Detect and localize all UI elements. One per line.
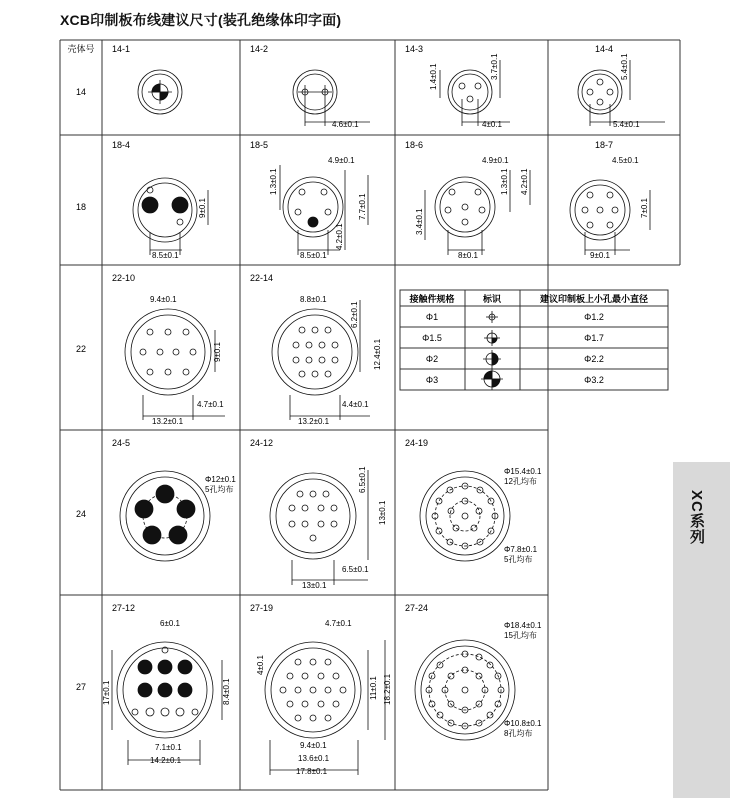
dimension-label: 5.4±0.1 bbox=[613, 120, 640, 129]
dimension-label: 8.5±0.1 bbox=[152, 251, 179, 260]
cell-id: 27-19 bbox=[250, 603, 274, 613]
dimension-label: 4.7±0.1 bbox=[325, 619, 352, 628]
connector-24-5 bbox=[120, 471, 210, 561]
dimension-label: 17.8±0.1 bbox=[296, 767, 328, 776]
dimension-label: 4.9±0.1 bbox=[482, 156, 509, 165]
crosshair-small-icon bbox=[486, 311, 498, 323]
dimension-label: 11±0.1 bbox=[369, 676, 378, 700]
dimension-label: Φ12±0.1 bbox=[205, 475, 236, 484]
dimension-label: 5孔均布 bbox=[205, 485, 234, 494]
legend-spec: Φ1.5 bbox=[422, 333, 442, 343]
crosshair-quarter-icon bbox=[484, 330, 500, 346]
dimension-label: 9.4±0.1 bbox=[150, 295, 177, 304]
dimension-label: 6.5±0.1 bbox=[342, 565, 369, 574]
connector-27-24 bbox=[415, 640, 515, 740]
dimension-label: 7.7±0.1 bbox=[358, 193, 367, 220]
dimension-label: 6.2±0.1 bbox=[350, 301, 359, 328]
dimension-label: 6.5±0.1 bbox=[358, 466, 367, 493]
dimension-label: 7±0.1 bbox=[640, 198, 649, 218]
dimension-label: 3.7±0.1 bbox=[490, 53, 499, 80]
connector-14-1 bbox=[138, 70, 182, 114]
connector-drawings bbox=[112, 60, 665, 775]
dimension-label: 13.2±0.1 bbox=[298, 417, 330, 426]
dimension-label: 8孔均布 bbox=[504, 729, 533, 738]
dimension-label: 13±0.1 bbox=[378, 500, 387, 525]
connector-18-5 bbox=[280, 165, 368, 255]
dimension-label: 13.2±0.1 bbox=[152, 417, 184, 426]
dimension-label: 9.4±0.1 bbox=[300, 741, 327, 750]
dimension-label: 9±0.1 bbox=[213, 342, 222, 362]
connector-18-7 bbox=[570, 180, 650, 255]
connector-14-2 bbox=[293, 70, 370, 126]
dimension-label: 9±0.1 bbox=[198, 198, 207, 218]
dimension-label: 4.9±0.1 bbox=[328, 156, 355, 165]
dimension-label: 5孔均布 bbox=[504, 555, 533, 564]
shell-label: 27 bbox=[75, 682, 87, 692]
cell-id: 14-3 bbox=[405, 44, 424, 54]
legend-header: 建议印制板上小孔最小直径 bbox=[539, 294, 649, 304]
cell-id: 18-6 bbox=[405, 140, 424, 150]
dimension-label: 4.6±0.1 bbox=[332, 120, 359, 129]
legend-diameter: Φ1.2 bbox=[584, 312, 604, 322]
shell-label: 18 bbox=[75, 202, 87, 212]
shell-label: 24 bbox=[75, 509, 87, 519]
connector-14-3 bbox=[440, 60, 510, 126]
legend-header: 标识 bbox=[482, 294, 502, 304]
dimension-label: Φ18.4±0.1 bbox=[504, 621, 542, 630]
connector-24-19 bbox=[420, 471, 510, 561]
dimension-label: 9±0.1 bbox=[590, 251, 610, 260]
crosshair-half-icon bbox=[483, 350, 501, 368]
cell-id: 14-4 bbox=[595, 44, 614, 54]
dimension-label: 4.2±0.1 bbox=[335, 223, 344, 250]
dimension-label: 3.4±0.1 bbox=[415, 208, 424, 235]
dimension-label: 1.3±0.1 bbox=[500, 168, 509, 195]
dimension-label: 8±0.1 bbox=[458, 251, 478, 260]
cell-id: 24-19 bbox=[405, 438, 429, 448]
dimension-label: 12.4±0.1 bbox=[373, 338, 382, 370]
cell-id: 18-4 bbox=[112, 140, 131, 150]
legend-diameter: Φ1.7 bbox=[584, 333, 604, 343]
connector-18-4 bbox=[133, 178, 208, 255]
cell-id: 27-24 bbox=[405, 603, 429, 613]
dimension-label: 17±0.1 bbox=[102, 680, 111, 705]
cell-id: 18-5 bbox=[250, 140, 269, 150]
dimension-label: Φ15.4±0.1 bbox=[504, 467, 542, 476]
legend-diameter: Φ3.2 bbox=[584, 375, 604, 385]
cell-ids bbox=[112, 44, 613, 613]
dimension-label: 7.1±0.1 bbox=[155, 743, 182, 752]
dimension-label: 5.4±0.1 bbox=[620, 53, 629, 80]
dimension-label: 8.4±0.1 bbox=[222, 678, 231, 705]
cell-id: 24-12 bbox=[250, 438, 274, 448]
dimension-label: 18.2±0.1 bbox=[383, 673, 392, 705]
shell-label: 22 bbox=[75, 344, 87, 354]
dimension-label: 4±0.1 bbox=[482, 120, 502, 129]
dimension-label: Φ7.8±0.1 bbox=[504, 545, 538, 554]
dimension-label: 4.4±0.1 bbox=[342, 400, 369, 409]
dimension-label: 6±0.1 bbox=[160, 619, 180, 628]
dimension-label: 4.2±0.1 bbox=[520, 168, 529, 195]
dimension-label: 4.5±0.1 bbox=[612, 156, 639, 165]
cell-id: 18-7 bbox=[595, 140, 614, 150]
dimension-label: 1.3±0.1 bbox=[269, 168, 278, 195]
dimension-label: 4±0.1 bbox=[256, 655, 265, 675]
legend-spec: Φ3 bbox=[425, 375, 439, 385]
crosshair-large-icon bbox=[481, 368, 503, 390]
cell-id: 27-12 bbox=[112, 603, 136, 613]
legend-spec: Φ2 bbox=[425, 354, 439, 364]
shell-label: 14 bbox=[75, 87, 87, 97]
dimension-label: 8.5±0.1 bbox=[300, 251, 327, 260]
series-label: XC系列 bbox=[688, 490, 705, 545]
dimension-label: 4.7±0.1 bbox=[197, 400, 224, 409]
cell-id: 14-2 bbox=[250, 44, 269, 54]
cell-id: 24-5 bbox=[112, 438, 131, 448]
connector-18-6 bbox=[425, 170, 530, 255]
legend-spec: Φ1 bbox=[425, 312, 439, 322]
page-title: XCB印制板布线建议尺寸(装孔绝缘体印字面) bbox=[60, 12, 342, 28]
legend-icons bbox=[481, 311, 503, 390]
cell-id: 22-14 bbox=[250, 273, 274, 283]
dimension-label: 8.8±0.1 bbox=[300, 295, 327, 304]
dimension-label: 1.4±0.1 bbox=[429, 63, 438, 90]
cell-id: 14-1 bbox=[112, 44, 131, 54]
shell-header: 壳体号 bbox=[67, 44, 95, 54]
cell-id: 22-10 bbox=[112, 273, 136, 283]
dimension-label: 12孔均布 bbox=[504, 477, 537, 486]
legend-header: 接触件规格 bbox=[409, 294, 455, 304]
dimension-label: 13.6±0.1 bbox=[298, 754, 330, 763]
dimension-label: 14.2±0.1 bbox=[150, 756, 182, 765]
dimension-label: 13±0.1 bbox=[302, 581, 327, 590]
legend-diameter: Φ2.2 bbox=[584, 354, 604, 364]
dimension-label: Φ10.8±0.1 bbox=[504, 719, 542, 728]
legend-text bbox=[408, 293, 648, 385]
dimension-label: 15孔均布 bbox=[504, 631, 537, 640]
